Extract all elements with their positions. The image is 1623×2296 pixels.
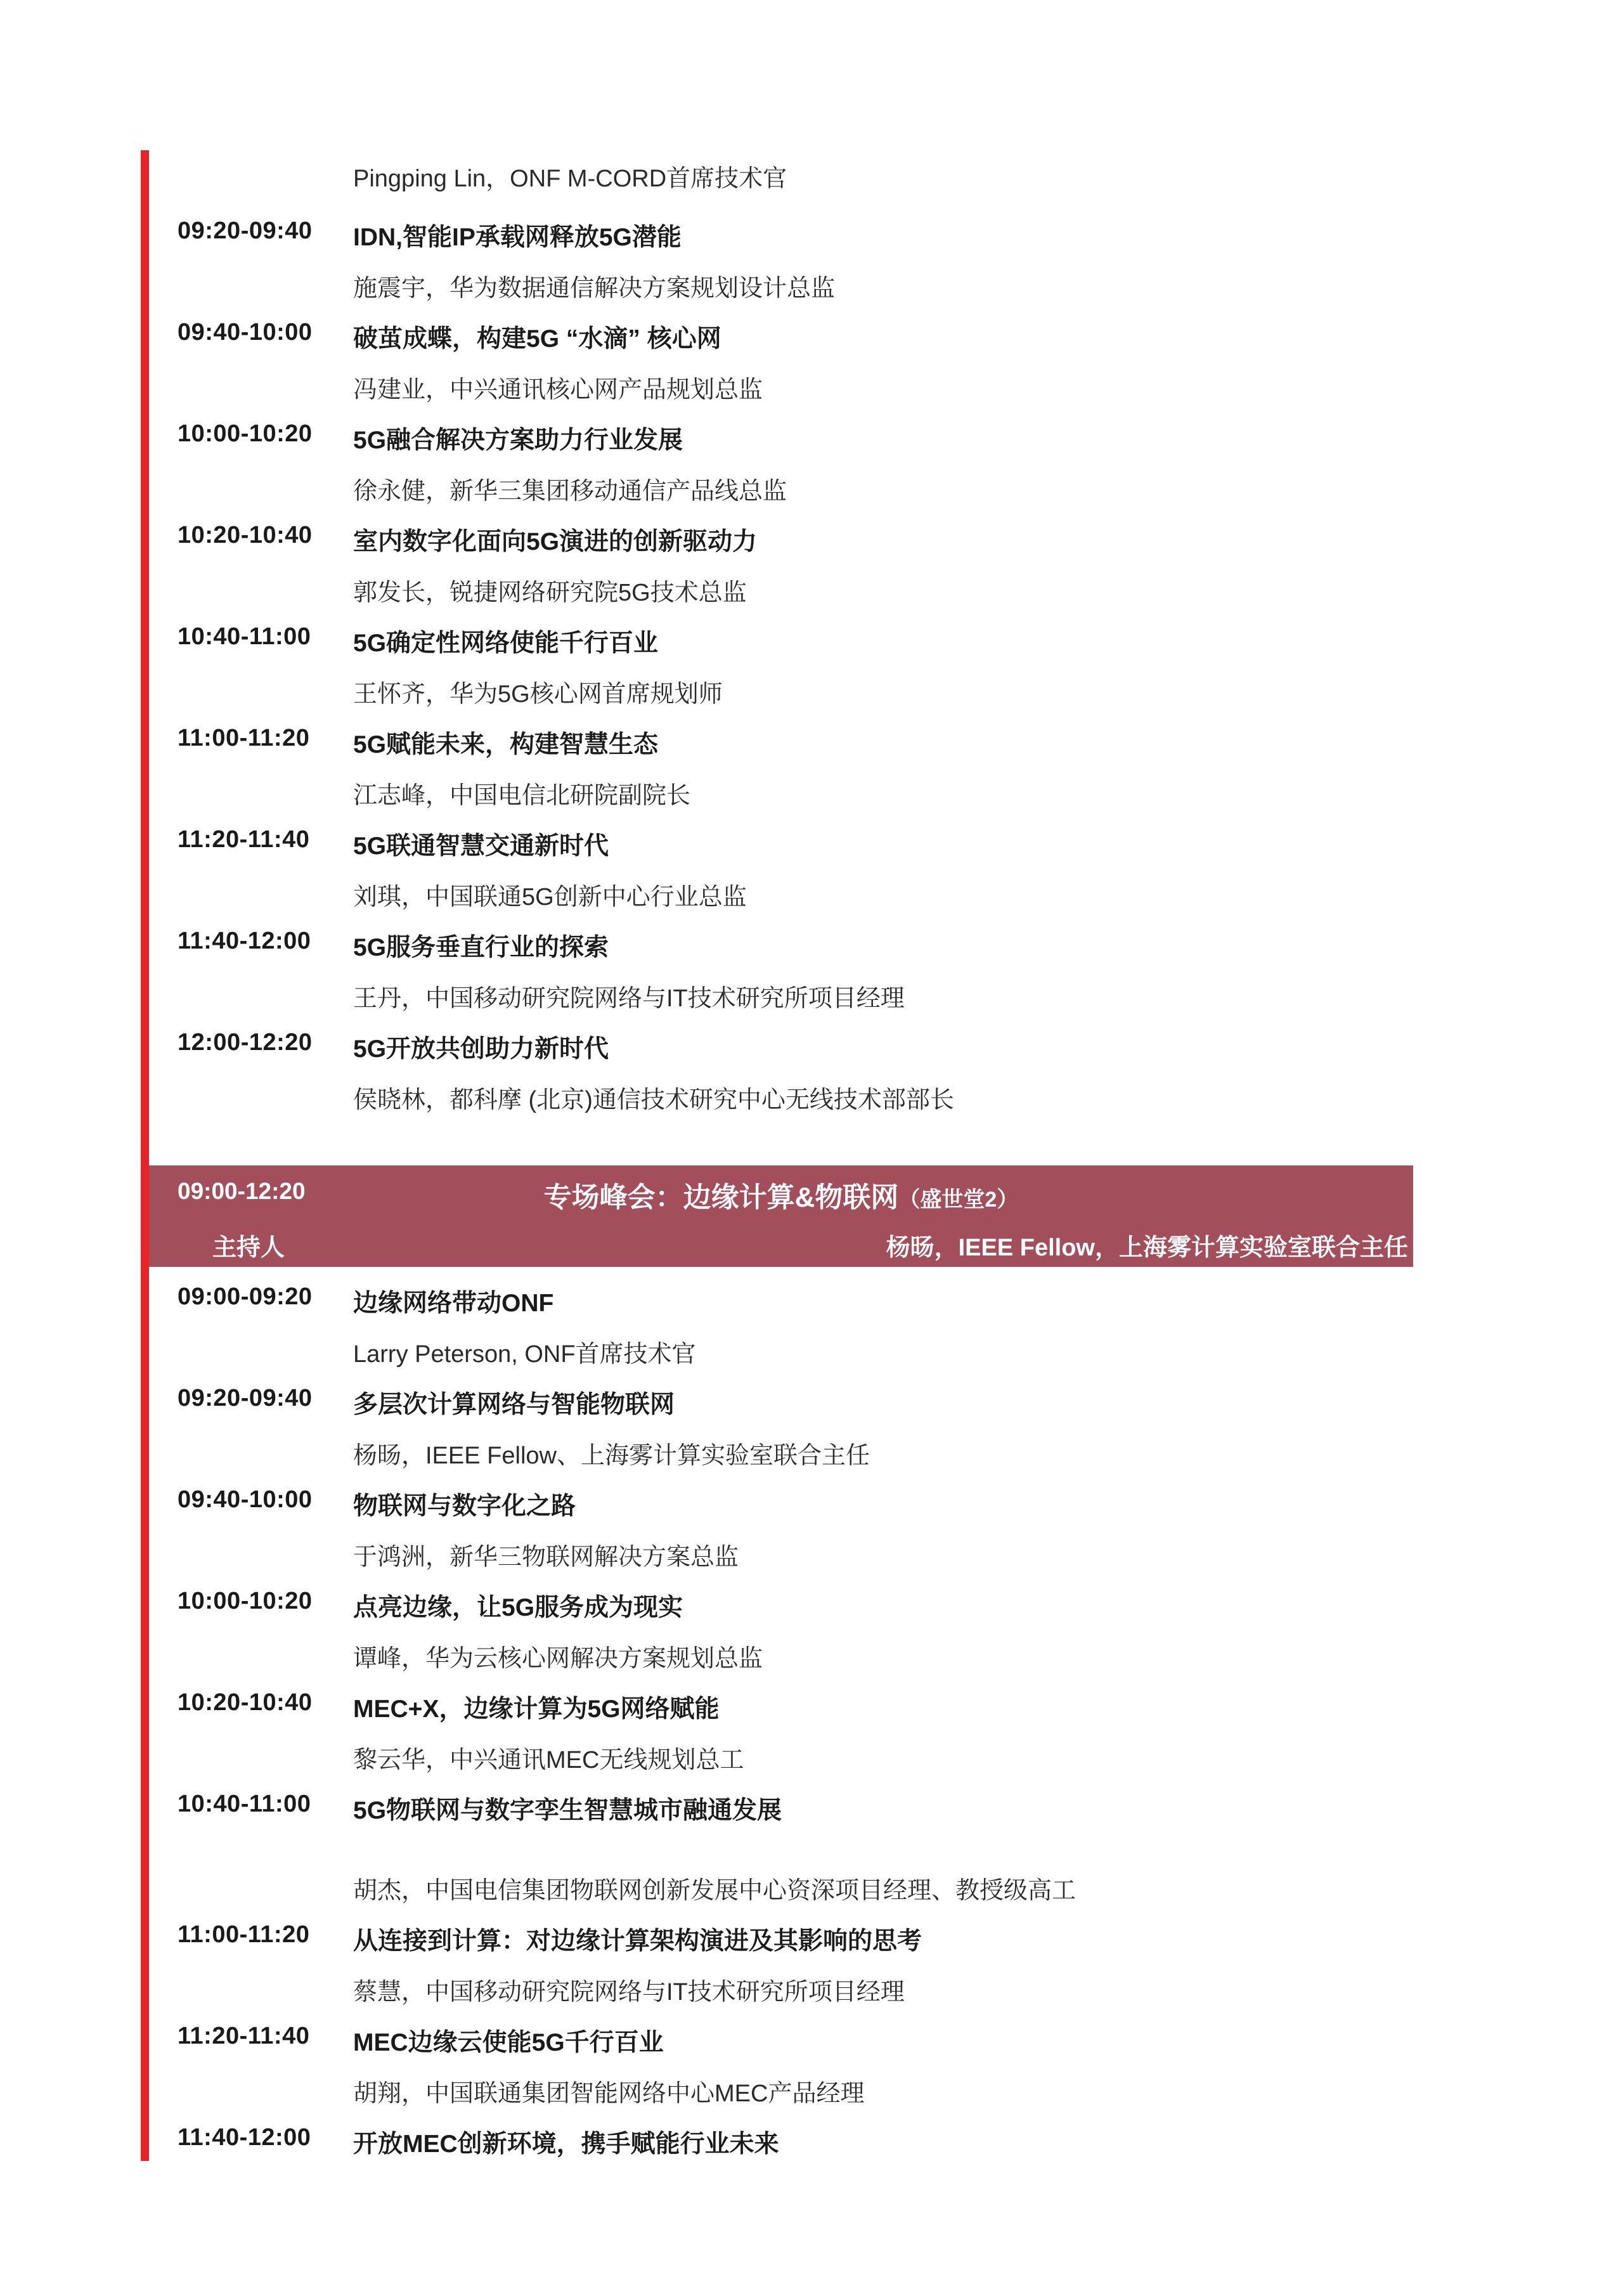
speaker: 黎云华，中兴通讯MEC无线规划总工 — [353, 1747, 744, 1774]
talk-title: 5G融合解决方案助力行业发展 — [353, 427, 683, 454]
agenda-row — [149, 1673, 1417, 1774]
speaker: 胡杰，中国电信集团物联网创新发展中心资深项目经理、教授级高工 — [353, 1878, 1077, 1904]
talk-title: 5G确定性网络使能千行百业 — [353, 630, 659, 657]
talk-title: 5G赋能未来，构建智慧生态 — [353, 731, 659, 758]
agenda-row — [149, 1571, 1417, 1673]
talk-title: 室内数字化面向5G演进的创新驱动力 — [353, 528, 758, 555]
agenda-row — [149, 404, 1417, 505]
speaker: 侯晓林，都科摩 (北京)通信技术研究中心无线技术部部长 — [353, 1087, 954, 1113]
agenda-row — [149, 607, 1417, 708]
speaker: 胡翔，中国联通集团智能网络中心MEC产品经理 — [353, 2080, 865, 2107]
time-slot: 09:20-09:40 — [178, 217, 313, 244]
session-2-list — [149, 1267, 1417, 2160]
time-slot: 09:00-09:20 — [178, 1283, 313, 1310]
time-slot: 12:00-12:20 — [178, 1029, 313, 1056]
session-1-list — [149, 201, 1417, 1114]
agenda-row — [149, 1013, 1417, 1114]
agenda-row — [149, 201, 1417, 302]
time-slot: 11:00-11:20 — [178, 725, 310, 751]
speaker: 王丹，中国移动研究院网络与IT技术研究所项目经理 — [353, 985, 905, 1012]
time-slot: 10:00-10:20 — [178, 1588, 313, 1614]
speaker: 江志峰，中国电信北研院副院长 — [353, 782, 691, 809]
time-slot: 09:20-09:40 — [178, 1385, 313, 1411]
time-slot: 11:40-12:00 — [178, 2124, 311, 2151]
host-name: 杨旸，IEEE Fellow，上海雾计算实验室联合主任 — [886, 1235, 1408, 1261]
speaker: Larry Peterson, ONF首席技术官 — [353, 1341, 696, 1368]
talk-title: 5G服务垂直行业的探索 — [353, 934, 609, 961]
agenda-row — [149, 505, 1417, 607]
time-slot: 09:40-10:00 — [178, 319, 313, 346]
speaker: 杨旸，IEEE Fellow、上海雾计算实验室联合主任 — [353, 1443, 870, 1469]
talk-title: MEC+X，边缘计算为5G网络赋能 — [353, 1696, 720, 1723]
time-slot: 10:20-10:40 — [178, 522, 313, 548]
accent-bar — [141, 150, 149, 2161]
talk-title: 边缘网络带动ONF — [353, 1290, 554, 1317]
agenda-row — [149, 1470, 1417, 1571]
session-time: 09:00-12:20 — [178, 1178, 306, 1204]
talk-title: IDN,智能IP承载网释放5G潜能 — [353, 224, 682, 251]
talk-title: MEC边缘云使能5G千行百业 — [353, 2029, 664, 2056]
session-header-band — [149, 1165, 1413, 1267]
time-slot: 11:00-11:20 — [178, 1921, 310, 1948]
agenda-row — [149, 1905, 1417, 2006]
speaker: 徐永健，新华三集团移动通信产品线总监 — [353, 478, 787, 505]
agenda-row — [149, 2006, 1417, 2108]
session-title-text: 专场峰会：边缘计算&物联网 — [543, 1182, 899, 1213]
agenda-row — [149, 2108, 1417, 2160]
talk-title: 5G开放共创助力新时代 — [353, 1035, 609, 1063]
lead-speaker: Pingping Lin，ONF M-CORD首席技术官 — [353, 165, 787, 192]
time-slot: 11:20-11:40 — [178, 2023, 310, 2049]
talk-title: 5G物联网与数字孪生智慧城市融通发展 — [353, 1797, 782, 1824]
time-slot: 11:20-11:40 — [178, 826, 310, 853]
agenda-row — [149, 708, 1417, 810]
talk-title: 多层次计算网络与智能物联网 — [353, 1391, 675, 1418]
session-venue: （盛世堂2） — [898, 1188, 1019, 1212]
talk-title: 开放MEC创新环境，携手赋能行业未来 — [353, 2131, 779, 2158]
agenda-row — [149, 810, 1417, 911]
speaker: 王怀齐，华为5G核心网首席规划师 — [353, 681, 723, 708]
time-slot: 09:40-10:00 — [178, 1486, 313, 1513]
time-slot: 10:40-11:00 — [178, 623, 311, 650]
speaker: 于鸿洲，新华三物联网解决方案总监 — [353, 1544, 739, 1571]
agenda-row — [149, 911, 1417, 1013]
speaker: 蔡慧，中国移动研究院网络与IT技术研究所项目经理 — [353, 1979, 905, 2006]
talk-title: 从连接到计算：对边缘计算架构演进及其影响的思考 — [353, 1928, 922, 1955]
speaker: 郭发长，锐捷网络研究院5G技术总监 — [353, 580, 747, 606]
agenda-row — [149, 302, 1417, 404]
time-slot: 10:00-10:20 — [178, 420, 313, 447]
agenda-row — [149, 1368, 1417, 1470]
agenda-row — [149, 1267, 1417, 1368]
talk-title: 破茧成蝶，构建5G “水滴” 核心网 — [353, 325, 721, 353]
agenda-row — [149, 1774, 1417, 1905]
speaker: 谭峰，华为云核心网解决方案规划总监 — [353, 1645, 763, 1672]
talk-title: 物联网与数字化之路 — [353, 1493, 576, 1520]
speaker: 施震宇，华为数据通信解决方案规划设计总监 — [353, 275, 836, 302]
speaker: 刘琪，中国联通5G创新中心行业总监 — [353, 884, 747, 911]
time-slot: 10:40-11:00 — [178, 1791, 311, 1817]
host-label: 主持人 — [212, 1235, 285, 1261]
time-slot: 10:20-10:40 — [178, 1689, 313, 1716]
talk-title: 5G联通智慧交通新时代 — [353, 833, 609, 860]
time-slot: 11:40-12:00 — [178, 928, 311, 954]
talk-title: 点亮边缘，让5G服务成为现实 — [353, 1594, 683, 1621]
speaker: 冯建业，中兴通讯核心网产品规划总监 — [353, 377, 763, 403]
session-title — [149, 1174, 1413, 1215]
